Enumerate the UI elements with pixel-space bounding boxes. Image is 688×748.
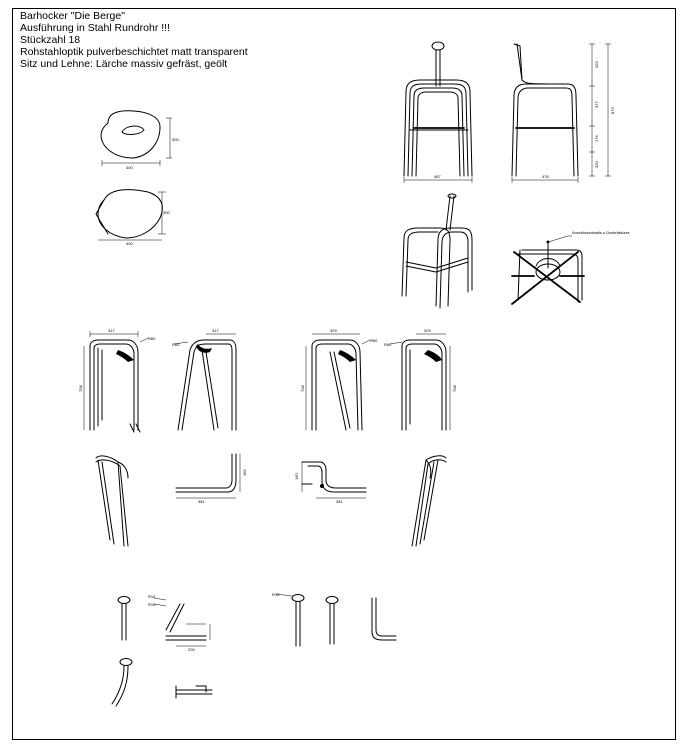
frame2-radius-dim: R60 — [370, 338, 378, 343]
frame1-side-width-dim: 317 — [212, 328, 219, 333]
mid-height-dim: 377 — [594, 101, 599, 108]
front-width-dim: 487 — [434, 174, 441, 179]
low-height-dim: 320 — [594, 161, 599, 168]
stool-front-view — [404, 42, 472, 183]
small-radius-dim-1: R15 — [148, 594, 156, 599]
frame2-side-radius-dim: R60 — [384, 342, 392, 347]
frame1-height-dim: 708 — [78, 385, 83, 392]
small-bracket-side — [176, 686, 212, 698]
frame1-radius-dim: R60 — [148, 336, 156, 341]
back-height-dim: 320 — [594, 61, 599, 68]
side-width-dim: 476 — [542, 174, 549, 179]
foot-detail-1 — [176, 454, 247, 504]
foot1-width-dim: 381 — [198, 499, 205, 504]
frame-part-1-side — [172, 328, 236, 430]
total-height-dim: 873 — [610, 107, 615, 114]
backrest-post-iso — [112, 659, 132, 707]
seat-bottom-height-dim: 300 — [163, 210, 170, 215]
seat-top-view — [101, 111, 179, 170]
frame-iso-left — [96, 456, 128, 546]
backrest-post-2 — [272, 592, 304, 646]
stool-side-view — [512, 44, 615, 183]
frame1-side-radius-dim: R60 — [172, 342, 180, 347]
frame-part-2-side — [384, 328, 457, 430]
foot-detail-2 — [294, 462, 366, 504]
stool-bottom-view — [512, 230, 630, 304]
seat-top-height-dim: 300 — [172, 137, 179, 142]
small-width-dim: 200 — [188, 647, 195, 652]
backrest-post-3 — [326, 597, 338, 645]
detail-note: Anschlussdetails s.Gestellskizze — [572, 230, 630, 235]
seat-bottom-view — [96, 190, 170, 246]
seat-bottom-width-dim: 400 — [126, 241, 133, 246]
note-quantity: Stückzahl 18 — [20, 34, 81, 46]
backrest-post-1 — [118, 597, 130, 641]
backrest-bracket-detail — [148, 594, 210, 652]
note-material: Ausführung in Stahl Rundrohr !!! — [20, 22, 171, 34]
foot2-height-dim: 160 — [294, 473, 299, 480]
post2-radius-dim: R15 — [272, 592, 280, 597]
frame-iso-right — [412, 456, 446, 546]
frame-part-2-front — [300, 328, 378, 430]
bent-rod-detail — [372, 598, 396, 640]
frame2-side-height-dim: 708 — [452, 385, 457, 392]
frame2-side-width-dim: 329 — [424, 328, 431, 333]
drawing-title: Barhocker "Die Berge" — [20, 10, 125, 22]
seat-height-dim: 176 — [594, 135, 599, 142]
frame2-height-dim: 708 — [300, 385, 305, 392]
note-finish: Rohstahloptik pulverbeschichtet matt transparent — [20, 46, 248, 58]
seat-top-width-dim: 400 — [126, 165, 133, 170]
frame1-width-dim: 317 — [108, 328, 115, 333]
note-seat-back: Sitz und Lehne: Lärche massiv gefräst, geölt — [20, 58, 228, 70]
foot2-width-dim: 381 — [336, 499, 343, 504]
small-radius-dim-2: R15 — [148, 602, 156, 607]
frame-part-1-front — [78, 328, 156, 432]
stool-isometric-view — [402, 194, 472, 308]
foot1-height-dim: 160 — [242, 469, 247, 476]
frame2-width-dim: 329 — [330, 328, 337, 333]
